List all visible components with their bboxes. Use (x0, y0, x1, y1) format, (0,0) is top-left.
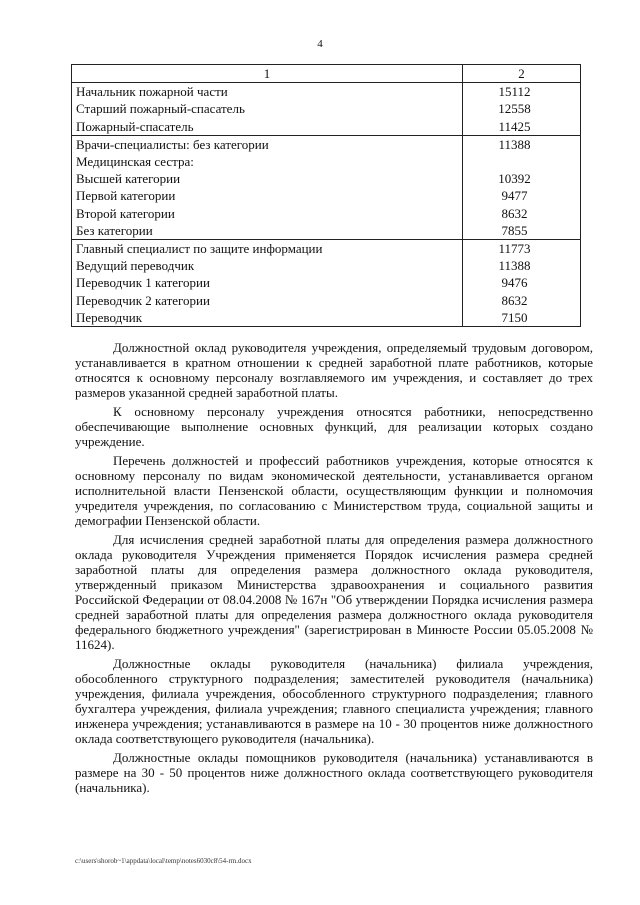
position-name-cell: Без категории (72, 222, 463, 240)
position-name-cell: Переводчик 2 категории (72, 292, 463, 309)
table-row (72, 100, 581, 117)
salary-value-cell: 11388 (463, 257, 581, 274)
table-row (72, 135, 581, 153)
body-paragraph: Должностные оклады помощников руководителя (начальника) устанавливаются в размере на 30 - 50 процентов ниже должностного оклада соответствующего руководителя (начальника). (75, 750, 593, 795)
table-row (72, 187, 581, 204)
table-row (72, 83, 581, 101)
salary-value-cell: 11425 (463, 118, 581, 136)
position-name-cell: Высшей категории (72, 170, 463, 187)
position-name-cell: Второй категории (72, 205, 463, 222)
salary-value-cell: 15112 (463, 83, 581, 101)
table-row (72, 205, 581, 222)
salary-value-cell: 8632 (463, 292, 581, 309)
table-row (72, 292, 581, 309)
table-row (72, 170, 581, 187)
table-row (72, 153, 581, 170)
position-name-cell: Переводчик (72, 309, 463, 327)
position-name-cell: Врачи-специалисты: без категории (72, 135, 463, 153)
column-header-1: 1 (72, 65, 463, 83)
table-row (72, 240, 581, 258)
table-row (72, 274, 581, 291)
salary-value-cell: 7855 (463, 222, 581, 240)
table-row (72, 222, 581, 240)
salary-value-cell: 9476 (463, 274, 581, 291)
body-text (75, 340, 593, 799)
column-header-2: 2 (463, 65, 581, 83)
salary-value-cell: 12558 (463, 100, 581, 117)
body-paragraph: Должностной оклад руководителя учреждения, определяемый трудовым договором, устанавливается в кратном отношении к средней заработной плате работников, которые относятся к основному персоналу возглавляемого им учреждения, и составляет до трех размеров указанной средней заработной платы. (75, 340, 593, 400)
table-row (72, 257, 581, 274)
salary-value-cell: 8632 (463, 205, 581, 222)
position-name-cell: Ведущий переводчик (72, 257, 463, 274)
position-name-cell: Начальник пожарной части (72, 83, 463, 101)
position-name-cell: Главный специалист по защите информации (72, 240, 463, 258)
body-paragraph: Перечень должностей и профессий работников учреждения, которые относятся к основному персоналу по видам экономической деятельности, устанавливается органом исполнительной власти Пензенской области, осуществляющим функции и полномочия учредителя учреждения, по согласованию с Министерством труда, социальной защиты и демографии Пензенской области. (75, 453, 593, 528)
table-row (72, 118, 581, 136)
salary-value-cell (463, 153, 581, 170)
salary-value-cell: 7150 (463, 309, 581, 327)
table-header-row (72, 65, 581, 83)
position-name-cell: Пожарный-спасатель (72, 118, 463, 136)
position-name-cell: Переводчик 1 категории (72, 274, 463, 291)
position-name-cell: Старший пожарный-спасатель (72, 100, 463, 117)
table-body (72, 83, 581, 327)
page-number: 4 (317, 38, 323, 50)
salary-value-cell: 11388 (463, 135, 581, 153)
footer-file-path: c:\users\shorob~1\appdata\local\temp\notes6030c8\54-rm.docx (75, 857, 252, 865)
salary-value-cell: 10392 (463, 170, 581, 187)
body-paragraph: К основному персоналу учреждения относятся работники, непосредственно обеспечивающие выполнение основных функций, для реализации которых создано учреждение. (75, 404, 593, 449)
salary-value-cell: 11773 (463, 240, 581, 258)
position-name-cell: Первой категории (72, 187, 463, 204)
table-row (72, 309, 581, 327)
body-paragraph: Для исчисления средней заработной платы для определения размера должностного оклада руководителя Учреждения применяется Порядок исчисления размера средней заработной платы для определения размера должностного оклада руководителя, утвержденный приказом Министерства здравоохранения и социального развития Российской Федерации от 08.04.2008 № 167н "Об утверждении Порядка исчисления размера средней заработной платы для определения размера должностного оклада руководителя федерального бюджетного учреждения" (зарегистрирован в Минюсте России 05.05.2008 № 11624). (75, 532, 593, 652)
position-name-cell: Медицинская сестра: (72, 153, 463, 170)
salary-table (71, 64, 581, 327)
body-paragraph: Должностные оклады руководителя (начальника) филиала учреждения, обособленного структурного подразделения; заместителей руководителя (начальника) учреждения, филиала учреждения, обособленного структурного подразделения; главного бухгалтера учреждения, филиала учреждения; главного специалиста учреждения; главного инженера учреждения; устанавливаются в размере на 10 - 30 процентов ниже должностного оклада соответствующего руководителя (начальника). (75, 656, 593, 746)
salary-value-cell: 9477 (463, 187, 581, 204)
